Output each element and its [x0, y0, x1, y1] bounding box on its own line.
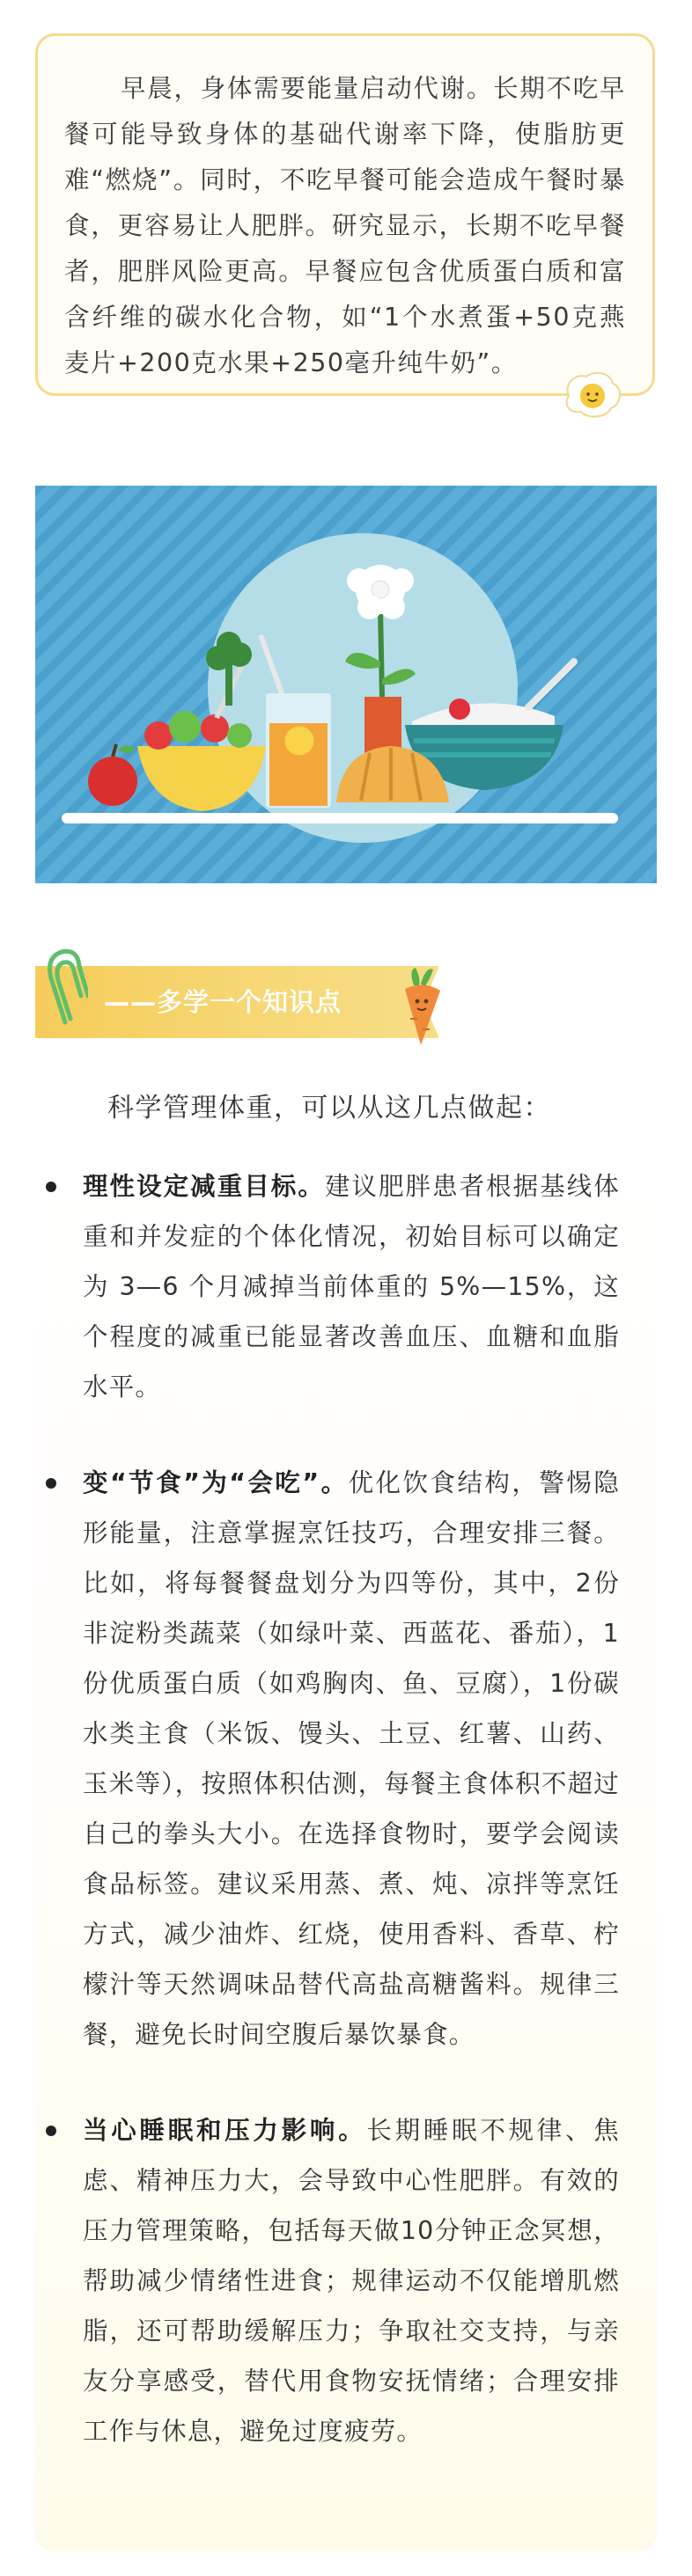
list-item	[83, 1458, 620, 2060]
item-heading: 理性设定减重目标。	[83, 1172, 325, 1201]
callout-text: 早晨，身体需要能量启动代谢。长期不吃早餐可能导致身体的基础代谢率下降，使脂肪更难“燃烧”。同时，不吃早餐可能会造成午餐时暴食，更容易让人肥胖。研究显示，长期不吃早餐者，肥胖风险更高。早餐应包含优质蛋白质和富含纤维的碳水化合物，如“1个水煮蛋+50克燕麦片+200克水果+250毫升纯牛奶”。	[64, 74, 626, 377]
section-header	[35, 966, 438, 1038]
list-item	[83, 1161, 620, 1412]
breakfast-callout	[35, 33, 655, 396]
tips-list	[83, 1161, 620, 2502]
list-item	[83, 2105, 620, 2456]
tips-card	[35, 1144, 657, 2551]
item-heading: 当心睡眠和压力影响。	[83, 2116, 367, 2145]
item-body: 优化饮食结构，警惕隐形能量，注意掌握烹饪技巧，合理安排三餐。比如，将每餐餐盘划分为四等份，其中，2份非淀粉类蔬菜（如绿叶菜、西蓝花、番茄），1份优质蛋白质（如鸡胸肉、鱼、豆腐），1份碳水类主食（米饭、馒头、土豆、红薯、山药、玉米等），按照体积估测，每餐主食体积不超过自己的拳头大小。在选择食物时，要学会阅读食品标签。建议采用蒸、煮、炖、凉拌等烹饪方式，减少油炸、红烧，使用香料、香草、柠檬汁等天然调味品替代高盐高糖酱料。规律三餐，避免长时间空腹后暴饮暴食。	[83, 1468, 620, 2049]
item-body: 建议肥胖患者根据基线体重和并发症的个体化情况，初始目标可以确定为 3—6 个月减掉当前体重的 5%—15%，这个程度的减重已能显著改善血压、血糖和血脂水平。	[83, 1172, 620, 1401]
item-heading: 变“节食”为“会吃”。	[83, 1468, 349, 1497]
breakfast-table-image	[35, 486, 657, 883]
section-title: ——多学一个知识点	[104, 987, 342, 1017]
bullet-dot	[46, 2126, 56, 2136]
breakfast-illustration	[35, 486, 657, 883]
paperclip-icon	[39, 943, 88, 1028]
intro-text: 科学管理体重，可以从这几点做起：	[107, 1093, 551, 1123]
bullet-dot	[46, 1182, 56, 1192]
carrot-icon	[394, 966, 447, 1047]
bullet-dot	[46, 1478, 56, 1489]
item-body: 长期睡眠不规律、焦虑、精神压力大，会导致中心性肥胖。有效的压力管理策略，包括每天做10分钟正念冥想，帮助减少情绪性进食；规律运动不仅能增肌燃脂，还可帮助缓解压力；争取社交支持，与亲友分享感受，替代用食物安抚情绪；合理安排工作与休息，避免过度疲劳。	[83, 2116, 620, 2446]
fried-egg-icon	[560, 368, 625, 422]
